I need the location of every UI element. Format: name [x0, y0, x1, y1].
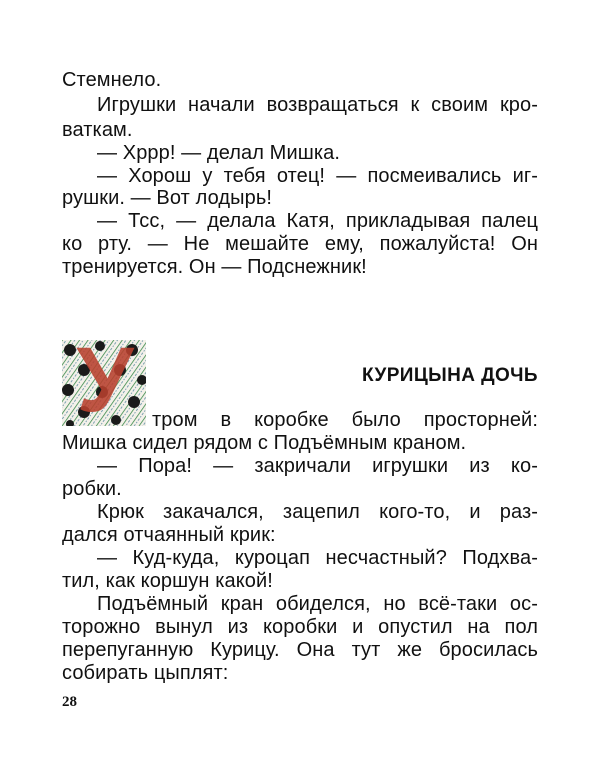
text-line: — Хорош у тебя отец! — посмеивались иг-	[97, 165, 538, 187]
text-line: ко рту. — Не мешайте ему, пожалуйста! Он	[62, 233, 538, 255]
text-line: тренируется. Он — Подснежник!	[62, 256, 367, 278]
text-line: Подъёмный кран обиделся, но всё-таки ос-	[97, 593, 538, 615]
text-line: торожно вынул из коробки и опустил на пол	[62, 616, 538, 638]
text-line: рушки. — Вот лодырь!	[62, 187, 272, 209]
text-line: Мишка сидел рядом с Подъёмным краном.	[62, 432, 467, 454]
text-line: тил, как коршун какой!	[62, 570, 273, 592]
page-number: 28	[62, 694, 77, 710]
text-line: — Пора! — закричали игрушки из ко-	[97, 455, 538, 477]
text-line: дался отчаянный крик:	[62, 524, 276, 546]
text-line: робки.	[62, 478, 122, 500]
text-line: собирать цыплят:	[62, 662, 229, 684]
text-line: — Тсс, — делала Катя, прикладывая палец	[97, 210, 538, 232]
text-line: Игрушки начали возвращаться к своим кро-	[97, 94, 538, 116]
dropcap-letter: У	[76, 329, 134, 431]
dropcap-illustration	[62, 329, 146, 431]
text-line: перепуганную Курицу. Она тут же бросилась	[62, 639, 538, 661]
text-line: тром в коробке было просторней:	[152, 409, 538, 431]
text-line: Крюк закачался, зацепил кого-то, и раз-	[97, 501, 538, 523]
chapter-title: КУРИЦЫНА ДОЧЬ	[362, 365, 538, 386]
text-line: ваткам.	[62, 119, 133, 141]
text-line: — Куд-куда, куроцап несчастный? Подхва-	[97, 547, 538, 569]
text-line: Стемнело.	[62, 69, 162, 91]
text-line: — Хррр! — делал Мишка.	[97, 142, 341, 164]
